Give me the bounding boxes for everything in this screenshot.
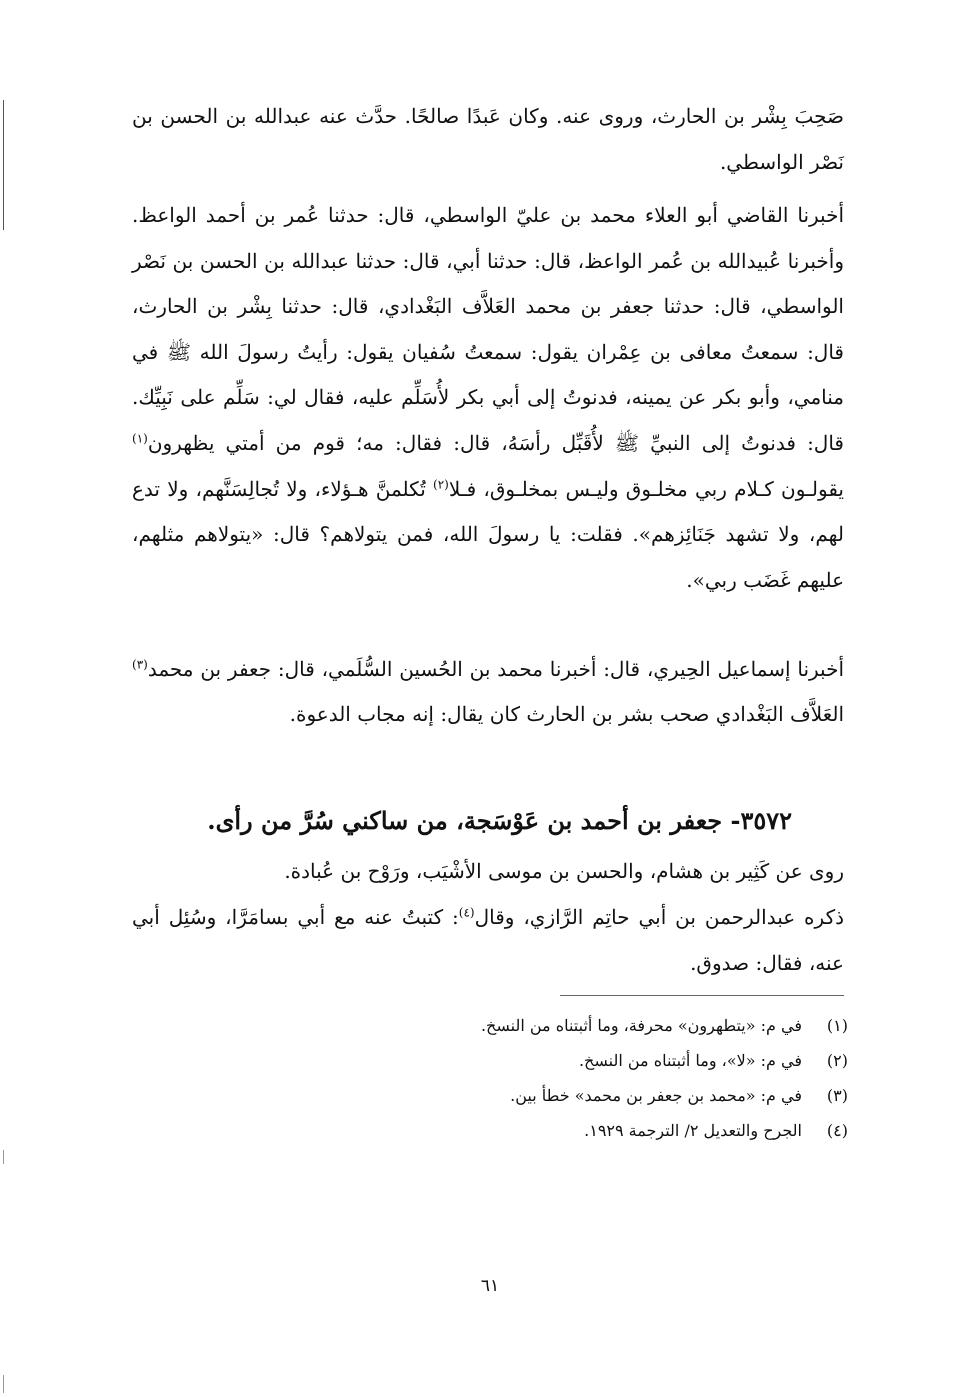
footnote-text: الجرح والتعديل ٢/ الترجمة ١٩٢٩. [584, 1121, 802, 1140]
scan-edge-line [3, 1150, 4, 1164]
footnotes-list [300, 1008, 848, 1148]
paragraph-ibn-abi-hatim: ذكره عبدالرحمن بن أبي حاتِم الرَّازي، وقال$^{(٤)}$: كتبتُ عنه مع أبي بسامَرَّا، وسُئِل أبي عنه، فقال: صدوق. [132, 905, 844, 975]
footnote-number: (١) [826, 1016, 848, 1035]
entry-heading: ٣٥٧٢- جعفر بن أحمد بن عَوْسَجة، من ساكني سُرَّ من رأى. [207, 805, 792, 835]
footnote-number: (٢) [826, 1051, 848, 1070]
footnote-item [300, 1078, 848, 1113]
footnote-ref-4[interactable]: (٤) [458, 905, 475, 920]
footnote-item [300, 1043, 848, 1078]
footnote-item [300, 1113, 848, 1148]
footnote-text: في م: «يتطهرون» محرفة، وما أثبتناه من النسخ. [480, 1016, 802, 1035]
footnote-text: في م: «محمد بن جعفر بن محمد» خطأ بين. [510, 1086, 802, 1105]
footnote-number: (٣) [826, 1086, 848, 1105]
scan-edge-line [3, 100, 4, 230]
footnote-ref-2[interactable]: (٢) [433, 476, 449, 491]
page-number: ٦١ [480, 1276, 500, 1296]
footnote-number: (٤) [826, 1121, 848, 1140]
footnote-divider [560, 995, 844, 996]
footnote-ref-1[interactable]: (١) [132, 431, 148, 446]
paragraph-bishr-companion: صَحِبَ بِشْر بن الحارث، وروى عنه. وكان عَبدًا صالحًا. حدَّث عنه عبدالله بن الحسن بن نَصْر الواسطي. [132, 104, 844, 174]
scan-edge-line [3, 1375, 4, 1393]
footnote-item [300, 1008, 848, 1043]
footnote-ref-3[interactable]: (٣) [132, 657, 148, 672]
paragraph-hadith-narration: أخبرنا القاضي أبو العلاء محمد بن عليّ الواسطي، قال: حدثنا عُمر بن أحمد الواعظ. وأخبرنا عُبيدالله بن عُمر الواعظ، قال: حدثنا أبي، قال: حدثنا عبدالله بن الحسن بن نَصْر الواسطي، قال: حدثنا جعفر بن محمد العَلاَّف البَغْدادي، قال: حدثنا بِشْر بن الحارث، قال: سمعتُ معافى بن عِمْران يقول: سمعتُ سُفيان يقول: رأيتُ رسولَ الله ﷺ في منامي، وأبو بكر عن يمينه، فدنوتُ إلى أبي بكر لأُسَلِّم عليه، فقال لي: سَلِّم على نَبِيِّك. قال: فدنوتُ إلى النبيِّ ﷺ لأُقَبِّل رأسَهُ، قال: فقال: مه؛ قوم من أمتي يظهرون$^{(١)}$ يقولـون كـلام ربي مخلـوق وليـس بمخلـوق، فـلا$^{(٢)}$ تُكلمنَّ هـؤلاء، ولا تُجالِسَنَّهم، ولا تدع لهم، ولا تشهد جَنَائِزهم». فقلت: يا رسولَ الله، فمن يتولاهم؟ قال: «يتولاهم مثلهم، عليهم غَضَب ربي». [132, 203, 844, 592]
paragraph-hiri-report: أخبرنا إسماعيل الحِيري، قال: أخبرنا محمد بن الحُسين السُّلَمي، قال: جعفر بن محمد$^{(٣)}$ العَلاَّف البَغْدادي صحب بشر بن الحارث كان يقال: إنه مجاب الدعوة. [132, 657, 844, 726]
footnote-text: في م: «لا»، وما أثبتناه من النسخ. [578, 1051, 802, 1070]
paragraph-narrated-from: روى عن كَثِير بن هشام، والحسن بن موسى الأشْيَب، ورَوْح بن عُبادة. [284, 859, 844, 883]
